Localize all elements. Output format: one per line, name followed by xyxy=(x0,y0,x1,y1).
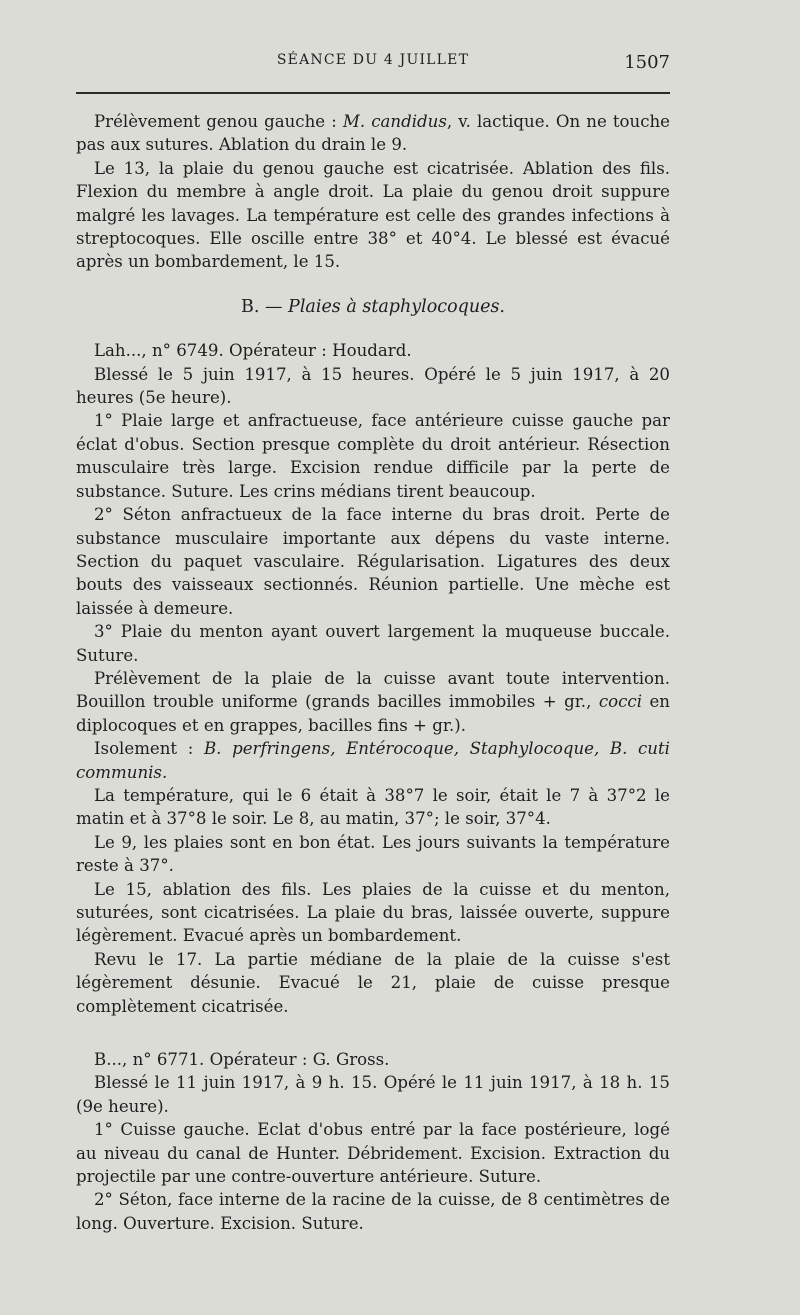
section-title xyxy=(76,296,670,319)
paragraph xyxy=(76,948,670,1018)
text-run: B. — xyxy=(240,296,289,317)
text-run: 2° Séton anfractueux de la face interne du bras droit. Perte de substance musculaire importante aux dépens du vaste interne. Section du paquet vasculaire. Régularisation. Ligatures des deux bouts des vaisseaux sectionnés. Réunion partielle. Une mèche est laissée à demeure. xyxy=(76,505,670,618)
italic-text: Plaies à staphylocoques. xyxy=(288,296,505,317)
paragraph xyxy=(76,409,670,503)
text-run: 3° Plaie du menton ayant ouvert largement la muqueuse buccale. Suture. xyxy=(76,622,670,665)
body-text xyxy=(76,110,670,1235)
paragraph xyxy=(76,878,670,948)
text-run: en diplocoques et en grappes, bacilles fins + gr.). xyxy=(76,692,670,735)
paragraph xyxy=(76,1071,670,1118)
text-run: Le 13, la plaie du genou gauche est cicatrisée. Ablation des fils. Flexion du membre à angle droit. La plaie du genou droit suppure malgré les lavages. La température est celle des grandes infections à streptocoques. Elle oscille entre 38° et 40°4. Le blessé est évacué après un bombardement, le 15. xyxy=(76,158,670,272)
running-title: SÉANCE DU 4 JUILLET xyxy=(276,52,470,68)
text-run: Revu le 17. La partie médiane de la plaie de la cuisse s'est légèrement désunie. Evacué le 21, plaie de cuisse presque complètement cicatrisée. xyxy=(76,949,670,1016)
section-gap xyxy=(76,1018,670,1048)
italic-text: M. candidus xyxy=(342,112,447,131)
paragraph xyxy=(76,784,670,831)
text-run: 2° Séton, face interne de la racine de la cuisse, de 8 centimètres de long. Ouverture. Excision. Suture. xyxy=(76,1190,670,1233)
text-run: Lah..., n° 6749. Opérateur : Houdard. xyxy=(94,341,412,361)
paragraph xyxy=(76,831,670,878)
paragraph xyxy=(76,1188,670,1235)
paragraph xyxy=(76,620,670,667)
text-run: Isolement : xyxy=(94,739,204,759)
text-run: , v. lactique. On ne touche pas aux sutures. Ablation du drain le 9. xyxy=(76,112,670,155)
paragraph xyxy=(76,737,670,784)
paragraph xyxy=(76,1118,670,1188)
italic-text: B. perfringens, Entérocoque, Staphylocoque, B. cuti communis. xyxy=(76,739,670,782)
text-run: Le 9, les plaies sont en bon état. Les jours suivants la température reste à 37°. xyxy=(76,832,670,876)
paragraph xyxy=(76,157,670,274)
text-run: Blessé le 5 juin 1917, à 15 heures. Opéré le 5 juin 1917, à 20 heures (5e heure). xyxy=(76,364,670,408)
paragraph xyxy=(76,667,670,737)
paragraph xyxy=(76,1048,670,1071)
header-rule xyxy=(76,92,670,94)
paragraph xyxy=(76,339,670,362)
text-run: Prélèvement genou gauche : xyxy=(94,112,343,131)
text-run: B..., n° 6771. Opérateur : G. Gross. xyxy=(94,1050,390,1070)
text-run: Le 15, ablation des fils. Les plaies de la cuisse et du menton, suturées, sont cicatrisées. La plaie du bras, laissée ouverte, suppure légèrement. Evacué après un bombardement. xyxy=(76,879,670,946)
text-run: 1° Cuisse gauche. Eclat d'obus entré par la face postérieure, logé au niveau du canal de Hunter. Débridement. Excision. Extraction du projectile par une contre-ouverture antérieure. Suture. xyxy=(76,1120,670,1187)
italic-text: cocci xyxy=(598,692,643,712)
text-run: Blessé le 11 juin 1917, à 9 h. 15. Opéré le 11 juin 1917, à 18 h. 15 (9e heure). xyxy=(76,1073,670,1116)
paragraph xyxy=(76,110,670,157)
text-run: La température, qui le 6 était à 38°7 le soir, était le 7 à 37°2 le matin et à 37°8 le soir. Le 8, au matin, 37°; le soir, 37°4. xyxy=(76,785,670,829)
text-run: Prélèvement de la plaie de la cuisse avant toute intervention. Bouillon trouble uniforme (grands bacilles immobiles + gr., xyxy=(76,668,670,712)
paragraph xyxy=(76,503,670,620)
page-header xyxy=(76,52,670,73)
page-number: 1507 xyxy=(624,52,670,73)
paragraph xyxy=(76,363,670,410)
text-run: 1° Plaie large et anfractueuse, face antérieure cuisse gauche par éclat d'obus. Section presque complète du droit antérieur. Résection musculaire très large. Excision rendue difficile par la perte de substance. Suture. Les crins médians tirent beaucoup. xyxy=(76,411,670,501)
